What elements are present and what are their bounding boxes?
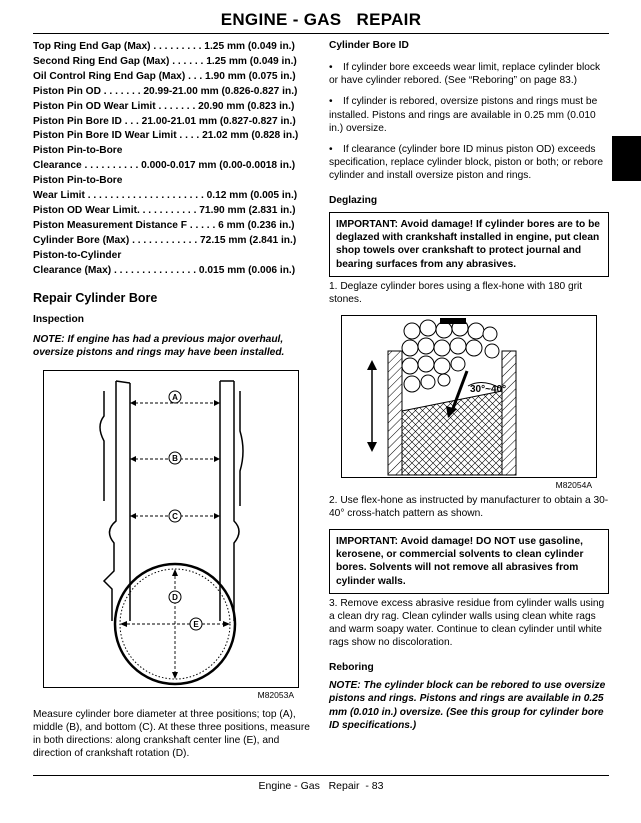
bullet-item: • If cylinder bore exceeds wear limit, replace cylinder block or have cylinder rebored. (See “Reboring” on page 83.) [329,62,601,87]
section-tab-marker [612,136,641,181]
cylinder-bore-figure [43,370,299,700]
page-title: ENGINE - GAS REPAIR [220,10,422,29]
inspection-note: NOTE: If engine has had a previous major overhaul, oversize pistons and rings may have been installed. [33,333,285,358]
figure-code: M82053A [257,689,294,700]
spec-item: Wear Limit . . . . . . . . . . . . . . . . . . . . . 0.12 mm (0.005 in.) [33,190,298,202]
spec-item: Piston Pin OD Wear Limit . . . . . . . 20.90 mm (0.823 in.) [33,100,295,112]
inspection-heading: Inspection [33,313,84,325]
step-3: 3. Remove excess abrasive residue from cylinder walls using a clean dry rag. Clean cylinder walls using clean white rags and warm soapy water. Continue to clean cylinder until white rags show no discoloration. [329,597,605,649]
label-b: B [172,453,178,463]
label-e: E [193,619,199,629]
spec-item: Piston Pin-to-Bore [33,175,123,187]
crosshatch-drawing [342,316,596,477]
spec-item: Piston Pin Bore ID Wear Limit . . . . 21.02 mm (0.828 in.) [33,130,299,142]
deglazing-figure [341,315,597,491]
spec-item: Piston Pin OD . . . . . . . 20.99-21.00 mm (0.826-0.827 in.) [33,85,298,97]
spec-list [33,40,311,279]
label-d: D [172,592,178,602]
measure-instructions: Measure cylinder bore diameter at three positions; top (A), middle (B), and bottom (C). At these three positions, measure in both directions: along crankshaft center line (E), and direction of crankshaft rotation (D). [33,708,310,760]
page-header [33,8,609,34]
cylinder-bore-drawing [44,371,298,687]
reboring-heading: Reboring [329,661,374,673]
bullet-icon: • [329,144,333,156]
step-1: 1. Deglaze cylinder bores using a flex-hone with 180 grit stones. [329,280,583,306]
spec-item: Piston Pin-to-Bore [33,145,123,157]
bullet-item: • If cylinder is rebored, oversize pistons and rings must be installed. Pistons and rings are available in 0.25 mm (0.010 in.) oversize. [329,96,598,134]
bullet-item: • If clearance (cylinder bore ID minus piston OD) exceeds specification, replace cylinder block, piston or both; or rebore cylinder and install oversize piston and rings. [329,144,604,182]
step-2: 2. Use flex-hone as instructed by manufacturer to obtain a 30-40° cross-hatch pattern as shown. [329,495,609,520]
section-title: Repair Cylinder Bore [33,290,158,305]
spec-item: Top Ring End Gap (Max) . . . . . . . . . 1.25 mm (0.049 in.) [33,41,295,52]
spec-item: Oil Control Ring End Gap (Max) . . . 1.90 mm (0.075 in.) [33,70,296,82]
spec-item: Clearance . . . . . . . . . . 0.000-0.017 mm (0.00-0.0018 in.) [33,160,296,172]
right-column [329,40,609,741]
spec-item: Cylinder Bore (Max) . . . . . . . . . . . . 72.15 mm (2.841 in.) [33,234,297,246]
bullet-icon: • [329,62,333,73]
spec-item: Piston Measurement Distance F . . . . . 6 mm (0.236 in.) [33,219,295,231]
spec-item: Piston OD Wear Limit. . . . . . . . . . . 71.90 mm (2.831 in.) [33,204,296,216]
spec-item: Piston Pin Bore ID . . . 21.00-21.01 mm (0.827-0.827 in.) [33,115,296,127]
angle-label: 30°~40° [470,384,507,396]
spec-item: Second Ring End Gap (Max) . . . . . . 1.25 mm (0.049 in.) [33,55,297,67]
spec-item: Clearance (Max) . . . . . . . . . . . . . . . 0.015 mm (0.006 in.) [33,264,296,276]
label-c: C [172,511,178,521]
spec-item: Piston-to-Cylinder [33,249,122,261]
important-box: IMPORTANT: Avoid damage! If cylinder bores are to be deglazed with crankshaft installed in engine, put clean shop towels over crankshaft to protect journal and bearing surfaces from any abrasives. [329,212,609,277]
reboring-note: NOTE: The cylinder block can be rebored to use oversize pistons and rings. Pistons and rings are available in 0.25 mm (0.010 in.) oversize. (See this group for cylinder bore ID specifications.) [329,679,606,732]
label-a: A [172,392,178,402]
cylinder-bore-id-heading: Cylinder Bore ID [329,40,409,51]
page-footer: Engine - Gas Repair - 83 [33,775,609,792]
deglazing-heading: Deglazing [329,194,378,206]
important-box: IMPORTANT: Avoid damage! DO NOT use gasoline, kerosene, or commercial solvents to clean cylinder bores. Solvents will not remove all abrasives from cylinder walls. [329,529,609,594]
figure-code: M82054A [555,480,592,491]
bullet-icon: • [329,96,333,108]
left-column [33,40,311,760]
